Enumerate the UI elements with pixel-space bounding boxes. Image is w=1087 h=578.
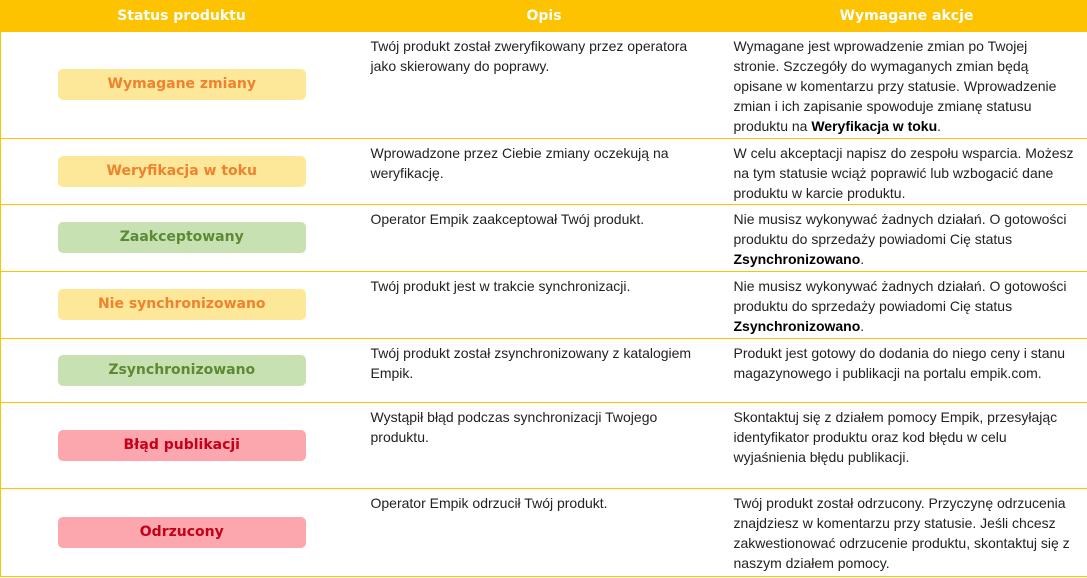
akcje-text-main: Produkt jest gotowy do dodania do niego ceny i stanu magazynowego i publikacji na portalu empik.com.: [733, 344, 1066, 381]
opis-text: Twój produkt jest w trakcie synchronizacji.: [370, 277, 631, 294]
header-opis: Opis: [363, 0, 726, 32]
status-cell: [1, 32, 363, 138]
akcje-cell: [726, 138, 1087, 204]
opis-cell: [363, 32, 726, 138]
header-row: [1, 0, 1087, 32]
header-status: Status produktu: [1, 0, 363, 32]
opis-cell: [363, 338, 726, 402]
akcje-text: [726, 205, 1087, 269]
opis-cell: [363, 402, 726, 488]
opis-text: Twój produkt został zweryfikowany przez operatora jako skierowany do poprawy.: [370, 38, 688, 74]
akcje-cell: [726, 338, 1087, 402]
akcje-text-main: Skontaktuj się z działem pomocy Empik, przesyłając identyfikator produktu oraz kod błędu w celu wyjaśnienia błędu publikacji.: [733, 408, 1058, 465]
status-cell: [1, 138, 363, 204]
status-cell: [1, 402, 363, 488]
header-akcje: Wymagane akcje: [726, 0, 1087, 32]
status-cell: [1, 271, 363, 338]
opis-cell: [363, 204, 726, 271]
status-badge: Zsynchronizowano: [58, 355, 306, 386]
akcje-cell: [726, 271, 1087, 338]
akcje-text-main: Wymagane jest wprowadzenie zmian po Twojej stronie. Szczegóły do wymaganych zmian będą opisane w komentarzu przy statusie. Wprowadzenie zmian i ich zapisanie spowoduje zmianę statusu produktu na: [733, 38, 1057, 134]
opis-text: Twój produkt został zsynchronizowany z katalogiem Empik.: [370, 344, 692, 381]
status-badge: Weryfikacja w toku: [58, 156, 306, 187]
status-badge: Odrzucony: [58, 517, 306, 548]
akcje-text-end: .: [860, 250, 865, 267]
status-cell: [1, 204, 363, 271]
akcje-text-end: .: [860, 317, 865, 334]
table-row: [1, 204, 1087, 271]
akcje-text-main: Nie musisz wykonywać żadnych działań. O gotowości produktu do sprzedaży powiadomi Cię status: [733, 210, 1067, 247]
opis-text: Wystąpił błąd podczas synchronizacji Twojego produktu.: [370, 408, 658, 445]
akcje-cell: [726, 402, 1087, 488]
status-badge: Błąd publikacji: [58, 430, 306, 461]
akcje-text: [726, 403, 1087, 467]
akcje-text-end: .: [937, 118, 942, 134]
akcje-text: [726, 339, 1087, 383]
akcje-text-main: Twój produkt został odrzucony. Przyczynę odrzucenia znajdziesz w komentarzu przy statusie. Jeśli chcesz zakwestionować odrzucenie produktu, skontaktuj się z naszym działem pomocy.: [733, 494, 1070, 571]
akcje-cell: [726, 204, 1087, 271]
akcje-text-main: W celu akceptacji napisz do zespołu wsparcia. Możesz na tym statusie wciąż poprawić lub wzbogacić dane produktu w karcie produktu.: [733, 144, 1074, 201]
akcje-text: [726, 139, 1087, 203]
opis-text: Operator Empik zaakceptował Twój produkt.: [370, 210, 645, 227]
opis-text: Wprowadzone przez Ciebie zmiany oczekują na weryfikację.: [370, 144, 669, 181]
akcje-status-name: Zsynchronizowano: [733, 317, 861, 334]
table-row: [1, 488, 1087, 576]
status-cell: [1, 338, 363, 402]
akcje-text: [726, 489, 1087, 573]
status-cell: [1, 488, 363, 576]
akcje-text: [726, 32, 1087, 136]
table-row: [1, 32, 1087, 138]
akcje-status-name: Zsynchronizowano: [733, 250, 861, 267]
table-row: [1, 338, 1087, 402]
akcje-cell: [726, 488, 1087, 576]
akcje-cell: [726, 32, 1087, 138]
status-badge: Nie synchronizowano: [58, 289, 306, 320]
opis-cell: [363, 138, 726, 204]
akcje-text-main: Nie musisz wykonywać żadnych działań. O gotowości produktu do sprzedaży powiadomi Cię status: [733, 277, 1067, 314]
opis-cell: [363, 271, 726, 338]
table-row: [1, 138, 1087, 204]
opis-text: Operator Empik odrzucił Twój produkt.: [370, 494, 608, 511]
table-row: [1, 271, 1087, 338]
akcje-text: [726, 272, 1087, 336]
akcje-status-name: Weryfikacja w toku: [811, 118, 938, 134]
table-row: [1, 402, 1087, 488]
status-badge: Zaakceptowany: [58, 222, 306, 253]
opis-cell: [363, 488, 726, 576]
status-badge: Wymagane zmiany: [58, 69, 306, 100]
